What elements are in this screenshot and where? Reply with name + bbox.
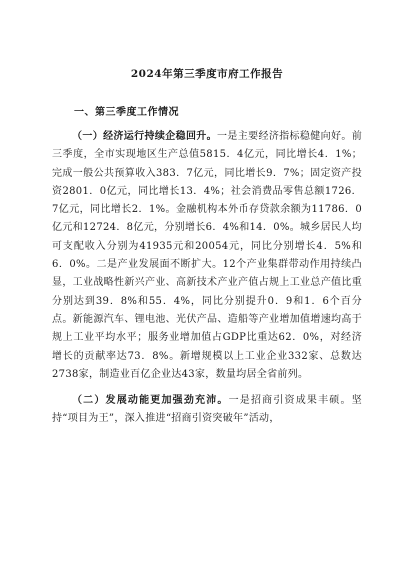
paragraph-economy (52, 128, 362, 384)
paragraph-body: 一是招商引资成果丰硕。坚持“项目为王”，深入推进“招商引资突破年”活动， (52, 395, 362, 425)
paragraph-body: 一是主要经济指标稳健向好。前三季度，全市实现地区生产总值5815．4亿元，同比增长4．1%；完成一般公共预算收入383．7亿元，同比增长9．7%；固定资产投资2801．0亿元，同比增长13．4%；社会消费品零售总额1726．7亿元，同比增长2．1%。金融机构本外币存贷款余额为11786．0亿元和12724．8亿元，分别增长6．4%和14．0%。城乡居民人均可支配收入分别为41935元和20054元，同比分别增长4．5%和6．0%。二是产业发展面不断扩大。12个产业集群带动作用持续凸显，工业战略性新兴产业、高新技术产业产值占规上工业总产值比重分别达到39．8%和55．4%，同比分别提升0．9和1．6个百分点。新能源汽车、锂电池、光伏产品、造船等产业增加值增速均高于规上工业平均水平；服务业增加值占GDP比重达62．0%，对经济增长的贡献率达73．8%。新增规模以上工业企业332家、总数达2738家，制造业百亿企业达43家，数量均居全省前列。 (52, 131, 362, 380)
section-heading: 一、第三季度工作情况 (74, 107, 179, 118)
paragraph-momentum (52, 392, 362, 429)
paragraph-heading: （二）发展动能更加强劲充沛。 (72, 395, 229, 407)
document-title: 2024年第三季度市府工作报告 (130, 68, 284, 80)
paragraph-heading: （一）经济运行持续企稳回升。 (72, 131, 218, 142)
